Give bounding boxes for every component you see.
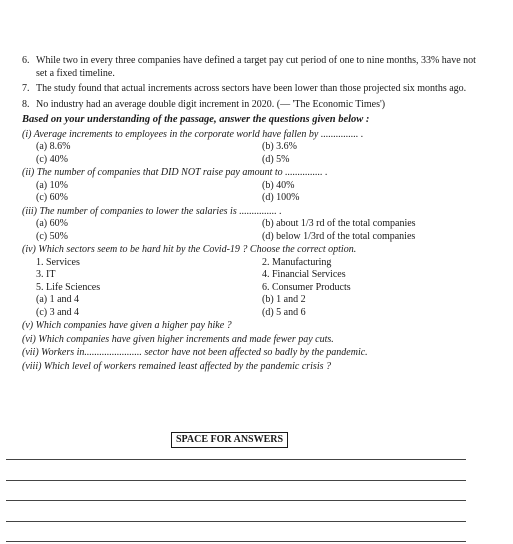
question-iv: (iv) Which sectors seem to be hard hit by the Covid-19 ? Choose the correct option. <box>22 244 357 255</box>
option: (b) 1 and 2 <box>262 294 306 305</box>
option: (a) 10% <box>36 179 68 191</box>
answer-line[interactable] <box>6 500 466 501</box>
point-6: 6. While two in every three companies have defined a target pay cut period of one to nine months, 33% have not set a fixed timeline. <box>22 55 476 79</box>
question-v: (v) Which companies have given a higher pay hike ? <box>22 320 232 331</box>
option: (d) 5 and 6 <box>262 306 306 318</box>
question-i: (i) Average increments to employees in the corporate world have fallen by ............... . <box>22 128 364 140</box>
option: (b) about 1/3 rd of the total companies <box>262 218 416 229</box>
option: (a) 8.6% <box>36 141 71 152</box>
sector-option: 4. Financial Services <box>262 269 346 280</box>
options-iii <box>36 218 482 243</box>
option: (b) 40% <box>262 179 295 191</box>
passage-points <box>22 55 482 373</box>
answer-line[interactable] <box>6 541 466 542</box>
option: (c) 3 and 4 <box>36 306 80 318</box>
option: (d) 100% <box>262 192 300 203</box>
point-7: 7. The study found that actual increments across sectors have been lower than those projected six months ago. <box>22 83 467 94</box>
answer-line[interactable] <box>6 459 466 460</box>
option: (c) 40% <box>36 153 68 165</box>
question-vi: (vi) Which companies have given higher increments and made fewer pay cuts. <box>22 333 334 345</box>
sector-option: 2. Manufacturing <box>262 256 332 268</box>
options-ii <box>36 180 482 205</box>
option: (c) 60% <box>36 192 68 203</box>
option: (a) 1 and 4 <box>36 294 80 305</box>
sector-option: 5. Life Sciences <box>36 281 101 293</box>
options-i <box>36 141 482 166</box>
option: (d) below 1/3rd of the total companies <box>262 230 416 242</box>
option: (b) 3.6% <box>262 141 297 152</box>
answer-line[interactable] <box>6 480 466 481</box>
option: (a) 60% <box>36 218 68 229</box>
options-iv <box>36 257 482 320</box>
sector-option: 6. Consumer Products <box>262 281 351 293</box>
question-iii: (iii) The number of companies to lower the salaries is ............... . <box>22 205 282 217</box>
option: (d) 5% <box>262 153 290 165</box>
answer-line[interactable] <box>6 521 466 522</box>
question-ii: (ii) The number of companies that DID NOT raise pay amount to ............... . <box>22 167 328 178</box>
option: (c) 50% <box>36 230 68 242</box>
question-viii: (viii) Which level of workers remained least affected by the pandemic crisis ? <box>22 360 331 372</box>
point-8: 8. No industry had an average double digit increment in 2020. (— 'The Economic Times') <box>22 98 386 110</box>
sector-option: 3. IT <box>36 269 56 280</box>
space-for-answers-title: SPACE FOR ANSWERS <box>171 432 288 448</box>
question-vii: (vii) Workers in....................... sector have not been affected so badly by the pandemic. <box>22 347 368 358</box>
sector-option: 1. Services <box>36 256 80 268</box>
questions-heading: Based on your understanding of the passage, answer the questions given below : <box>22 114 370 125</box>
